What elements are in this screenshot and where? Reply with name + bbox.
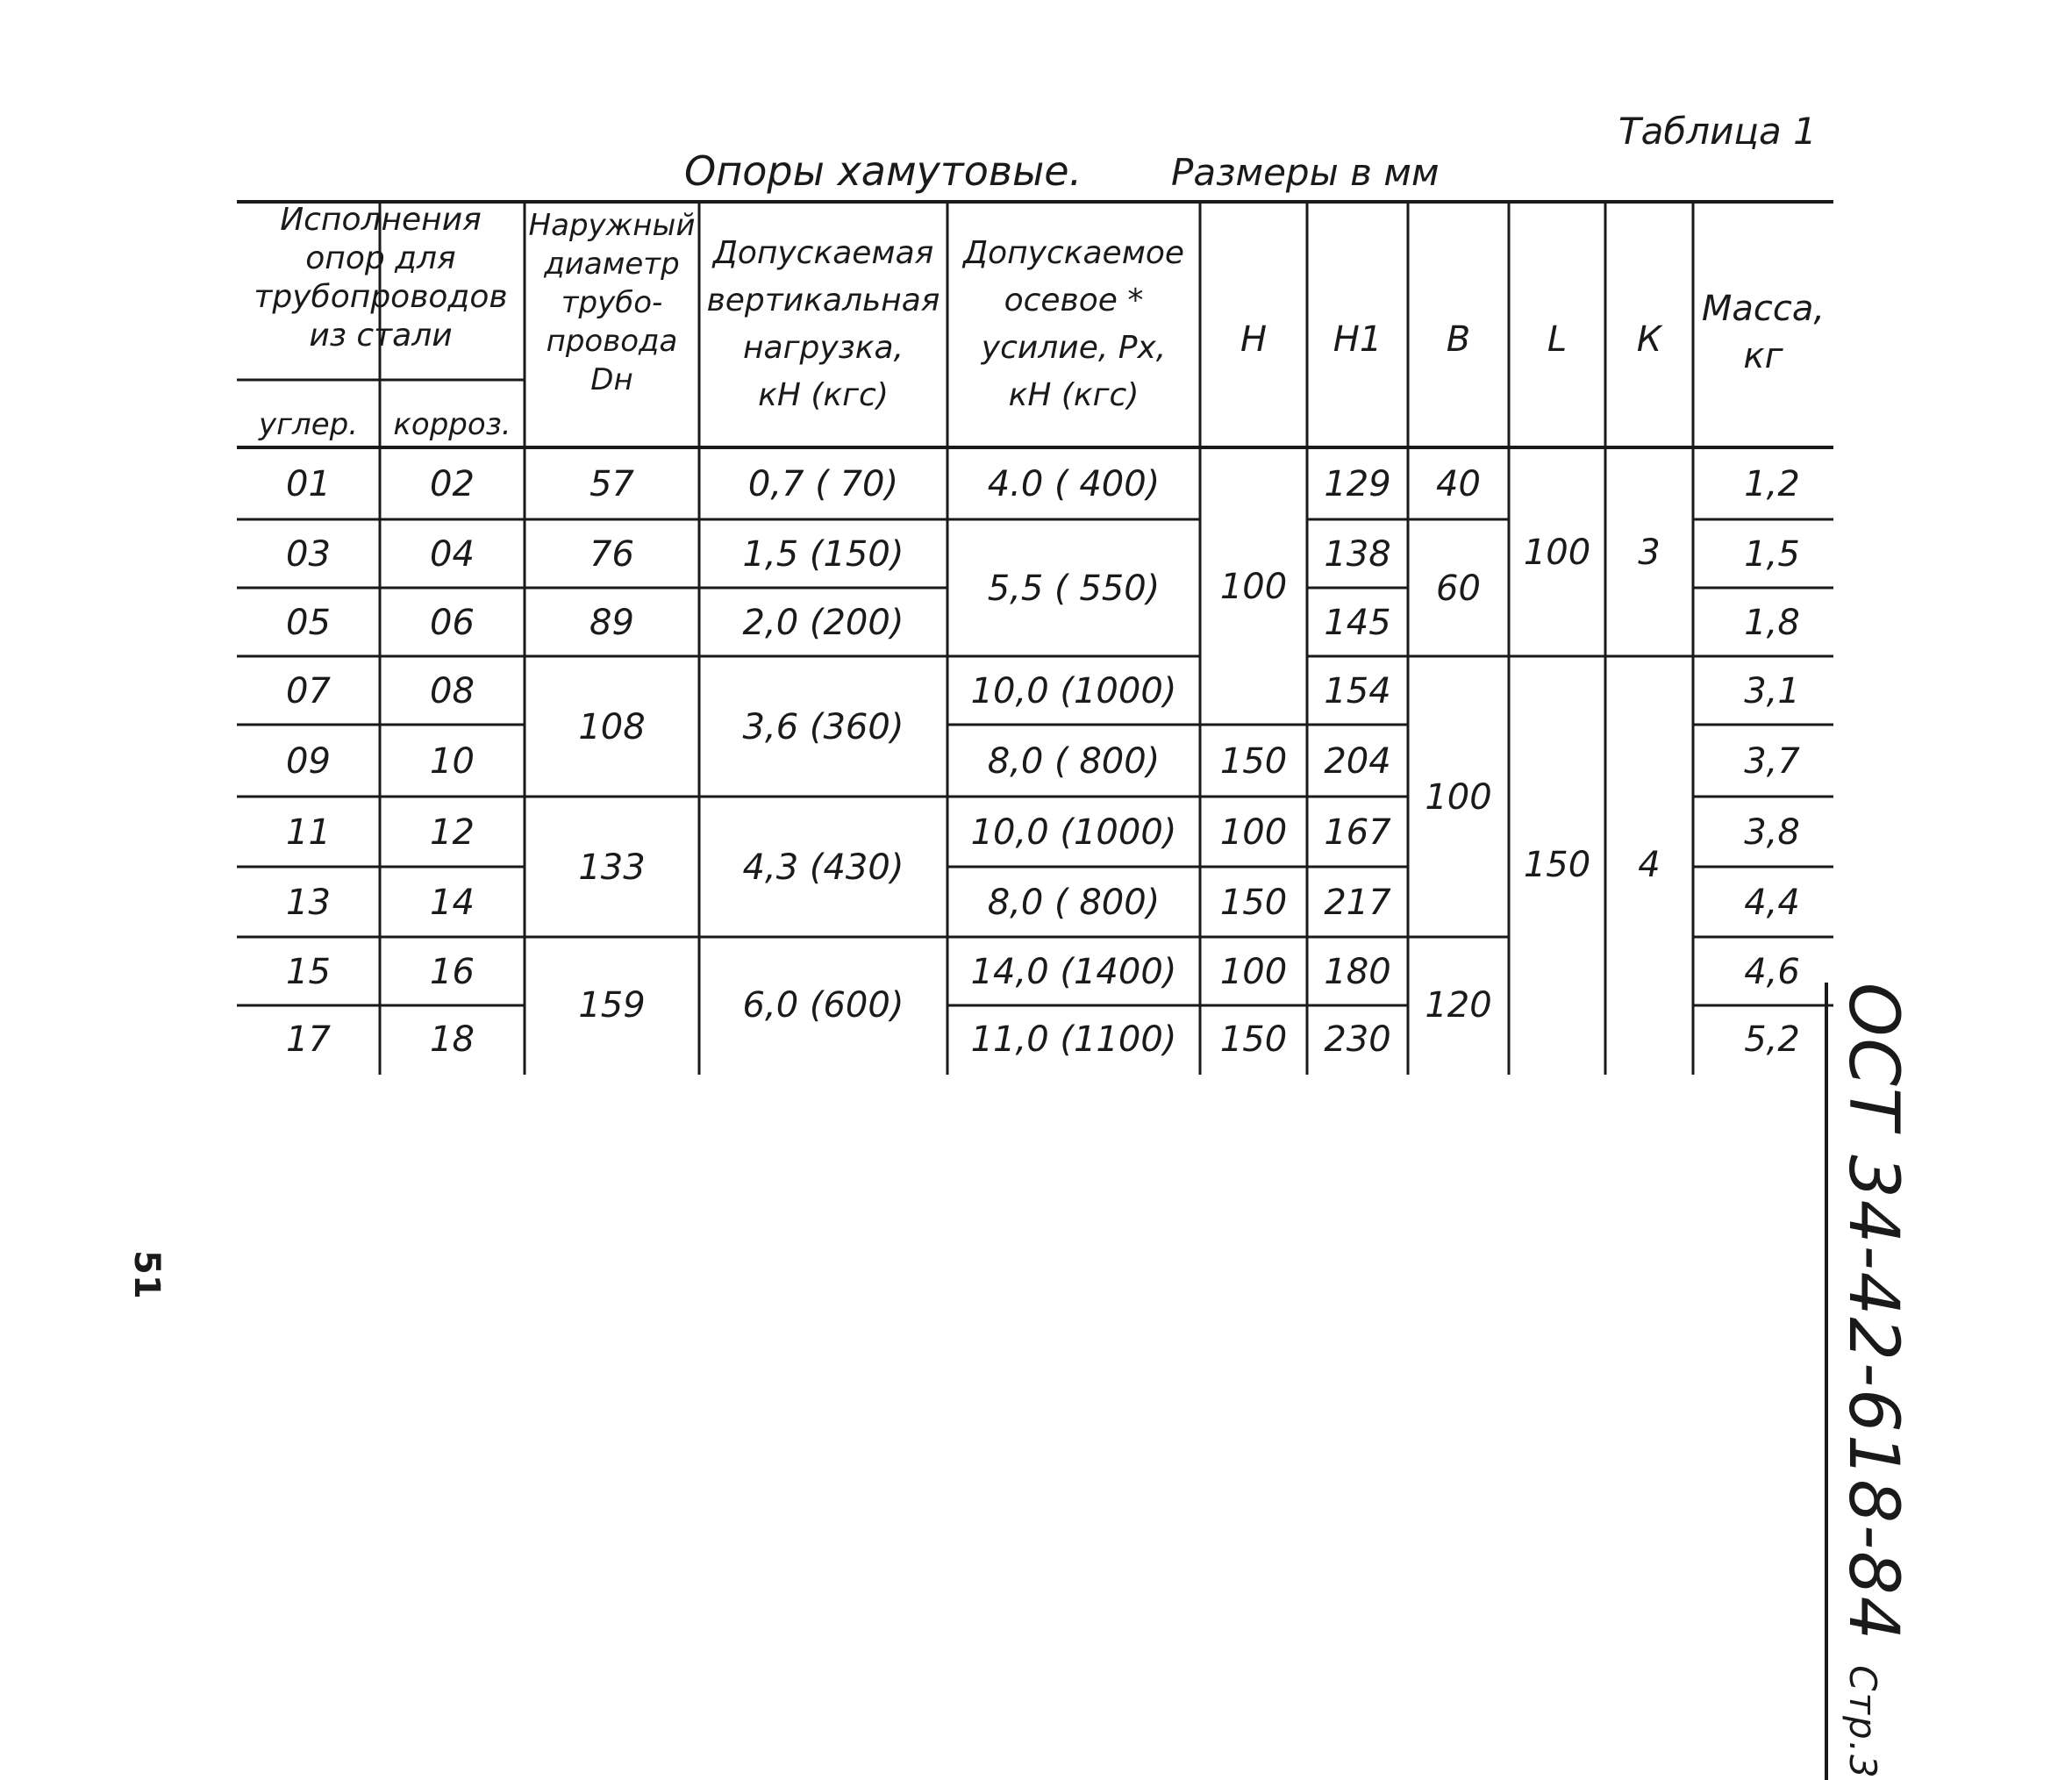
cell-axial-force: 8,0 ( 800) <box>987 883 1161 923</box>
cell-dn: 76 <box>589 534 634 575</box>
cell-mass: 3,7 <box>1744 741 1800 782</box>
header-k: К <box>1636 319 1662 360</box>
header-l: L <box>1547 319 1568 360</box>
cell-axial-force: 5,5 ( 550) <box>987 568 1161 609</box>
header-h1: Н1 <box>1333 319 1383 360</box>
document-page: Стр.3 <box>1841 1665 1884 1780</box>
header-execution: Исполнения <box>280 202 482 238</box>
cell-k: 3 <box>1638 533 1661 573</box>
cell-l: 150 <box>1523 845 1591 885</box>
cell-h1: 180 <box>1324 952 1391 992</box>
cell-h1: 217 <box>1324 883 1391 923</box>
cell-carbon: 13 <box>286 883 331 923</box>
cell-h1: 138 <box>1324 534 1391 575</box>
header-vertical-load: вертикальная <box>706 282 940 318</box>
cell-h: 100 <box>1219 567 1288 607</box>
header-mass: Масса, <box>1701 289 1826 329</box>
cell-l: 100 <box>1523 533 1591 573</box>
cell-dn: 159 <box>578 985 646 1026</box>
cell-axial-force: 10,0 (1000) <box>970 671 1177 711</box>
header-axial-force: кН (кгс) <box>1008 377 1140 413</box>
cell-mass: 1,2 <box>1744 464 1800 504</box>
cell-corrosion: 12 <box>430 812 475 853</box>
cell-h1: 145 <box>1324 603 1391 643</box>
cell-axial-force: 8,0 ( 800) <box>987 741 1161 782</box>
document-code <box>1825 983 1912 1780</box>
cell-carbon: 07 <box>286 671 331 711</box>
cell-axial-force: 4.0 ( 400) <box>987 464 1161 504</box>
header-carbon: углер. <box>258 407 359 442</box>
cell-mass: 1,8 <box>1744 603 1800 643</box>
cell-corrosion: 16 <box>430 952 475 992</box>
cell-k: 4 <box>1638 845 1661 885</box>
table-label: Таблица 1 <box>1618 110 1817 153</box>
cell-mass: 1,5 <box>1744 534 1800 575</box>
cell-mass: 3,1 <box>1744 671 1800 711</box>
cell-h: 150 <box>1219 883 1288 923</box>
cell-corrosion: 18 <box>430 1019 475 1060</box>
cell-axial-force: 10,0 (1000) <box>970 812 1177 853</box>
header-outer-diameter: трубо- <box>561 285 663 320</box>
cell-vertical-load: 6,0 (600) <box>742 985 904 1026</box>
header-execution: опор для <box>305 240 456 276</box>
cell-corrosion: 08 <box>430 671 475 711</box>
cell-mass: 5,2 <box>1744 1019 1800 1060</box>
header-outer-diameter: Наружный <box>528 208 696 243</box>
cell-vertical-load: 4,3 (430) <box>742 847 904 888</box>
cell-carbon: 09 <box>286 741 331 782</box>
cell-corrosion: 06 <box>430 603 475 643</box>
header-vertical-load: кН (кгс) <box>758 377 889 413</box>
cell-carbon: 11 <box>286 812 331 853</box>
cell-corrosion: 04 <box>430 534 475 575</box>
cell-h1: 154 <box>1324 671 1391 711</box>
cell-vertical-load: 3,6 (360) <box>742 707 904 747</box>
cell-h1: 129 <box>1324 464 1391 504</box>
header-execution: из стали <box>309 318 453 354</box>
cell-axial-force: 14,0 (1400) <box>970 952 1177 992</box>
cell-mass: 4,4 <box>1744 883 1800 923</box>
cell-axial-force: 11,0 (1100) <box>970 1019 1177 1060</box>
cell-h: 100 <box>1219 952 1288 992</box>
cell-h1: 230 <box>1324 1019 1391 1060</box>
cell-carbon: 15 <box>286 952 331 992</box>
cell-carbon: 01 <box>286 464 331 504</box>
header-outer-diameter: Dн <box>590 362 633 397</box>
page-number: 51 <box>126 1250 167 1299</box>
cell-mass: 3,8 <box>1744 812 1800 853</box>
cell-b: 120 <box>1425 985 1492 1026</box>
header-axial-force: усилие, Pх, <box>981 330 1167 366</box>
cell-h: 150 <box>1219 1019 1288 1060</box>
cell-h1: 204 <box>1324 741 1391 782</box>
cell-h1: 167 <box>1324 812 1391 853</box>
document-code-text: ОСТ 34-42-618-84 <box>1833 983 1912 1642</box>
cell-h: 100 <box>1219 812 1288 853</box>
table-title: Опоры хамутовые. <box>684 147 1082 195</box>
header-axial-force: осевое * <box>1004 282 1144 318</box>
cell-carbon: 17 <box>286 1019 331 1060</box>
header-vertical-load: нагрузка, <box>742 330 904 366</box>
header-vertical-load: Допускаемая <box>712 235 934 271</box>
cell-corrosion: 14 <box>430 883 475 923</box>
cell-dn: 57 <box>589 464 634 504</box>
header-b: В <box>1446 319 1471 360</box>
cell-dn: 89 <box>589 603 634 643</box>
cell-dn: 108 <box>578 707 646 747</box>
cell-dn: 133 <box>578 847 646 888</box>
cell-b: 40 <box>1436 464 1481 504</box>
cell-vertical-load: 2,0 (200) <box>742 603 904 643</box>
cell-b: 60 <box>1436 568 1481 609</box>
cell-b: 100 <box>1425 777 1492 818</box>
cell-vertical-load: 1,5 (150) <box>742 534 904 575</box>
header-corrosion: корроз. <box>393 407 511 442</box>
header-axial-force: Допускаемое <box>962 235 1185 271</box>
cell-h: 150 <box>1219 741 1288 782</box>
cell-vertical-load: 0,7 ( 70) <box>747 464 899 504</box>
units-note: Размеры в мм <box>1171 151 1440 194</box>
header-h: Н <box>1240 319 1268 360</box>
cell-mass: 4,6 <box>1744 952 1800 992</box>
header-execution: трубопроводов <box>254 279 508 315</box>
cell-corrosion: 02 <box>430 464 475 504</box>
cell-corrosion: 10 <box>430 741 475 782</box>
cell-carbon: 03 <box>286 534 331 575</box>
header-mass: кг <box>1743 336 1783 376</box>
cell-carbon: 05 <box>286 603 331 643</box>
header-outer-diameter: диаметр <box>544 247 680 282</box>
header-outer-diameter: провода <box>546 324 678 359</box>
